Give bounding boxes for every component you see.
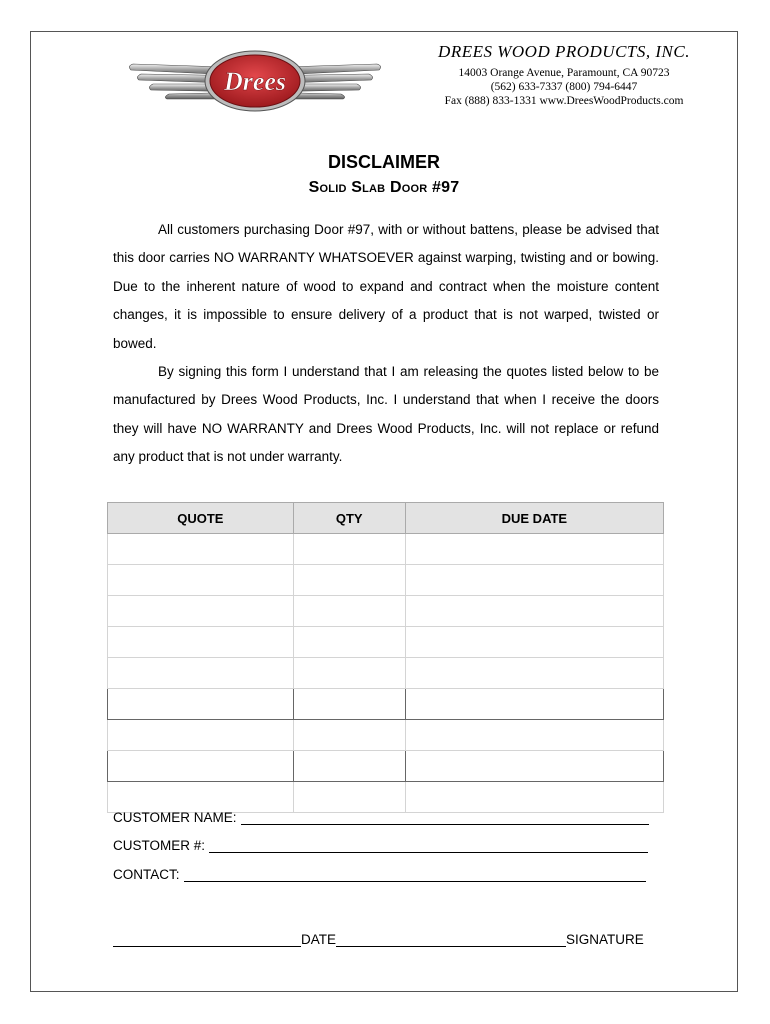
company-name: DREES WOOD PRODUCTS, INC. [438, 42, 690, 61]
document-title: DISCLAIMER [328, 152, 440, 172]
due-date-cell[interactable] [405, 627, 663, 658]
due-date-cell[interactable] [405, 689, 663, 720]
table-row [108, 751, 664, 782]
quote-cell[interactable] [108, 534, 294, 565]
table-row [108, 658, 664, 689]
qty-cell[interactable] [293, 751, 405, 782]
due-date-cell[interactable] [405, 565, 663, 596]
quote-cell[interactable] [108, 720, 294, 751]
qty-cell[interactable] [293, 627, 405, 658]
company-fax-web: Fax (888) 833-1331 www.DreesWoodProducts.com [444, 95, 684, 107]
signature-input-line[interactable] [336, 932, 566, 947]
date-label: DATE [301, 932, 337, 947]
disclaimer-paragraph-2: By signing this form I understand that I am releasing the quotes listed below to be manufactured by Drees Wood Products, Inc. I understand that when I receive the doors they will have NO WARRANTY and Drees Wood Products, Inc. will not replace or refund any product that is not under warranty. [113, 364, 659, 465]
quote-cell[interactable] [108, 751, 294, 782]
contact-label: CONTACT: [113, 867, 180, 882]
qty-cell[interactable] [293, 720, 405, 751]
qty-cell[interactable] [293, 534, 405, 565]
quote-header: QUOTE [108, 503, 294, 534]
date-input-line[interactable] [113, 932, 301, 947]
customer-name-field [113, 810, 649, 825]
qty-cell[interactable] [293, 658, 405, 689]
table-row [108, 689, 664, 720]
customer-number-input-line[interactable] [209, 838, 648, 853]
table-row [108, 596, 664, 627]
customer-name-label: CUSTOMER NAME: [113, 810, 237, 825]
table-row [108, 782, 664, 813]
due-date-cell[interactable] [405, 751, 663, 782]
qty-cell[interactable] [293, 782, 405, 813]
table-row [108, 565, 664, 596]
document-page [30, 31, 738, 992]
quote-cell[interactable] [108, 565, 294, 596]
qty-cell[interactable] [293, 596, 405, 627]
quote-cell[interactable] [108, 627, 294, 658]
company-info [409, 42, 719, 108]
due-date-cell[interactable] [405, 782, 663, 813]
due-date-cell[interactable] [405, 534, 663, 565]
quote-cell[interactable] [108, 596, 294, 627]
customer-name-input-line[interactable] [241, 810, 649, 825]
customer-number-label: CUSTOMER #: [113, 838, 206, 853]
company-address: 14003 Orange Avenue, Paramount, CA 90723 [458, 67, 670, 79]
quote-cell[interactable] [108, 689, 294, 720]
due-date-cell[interactable] [405, 720, 663, 751]
due-date-cell[interactable] [405, 596, 663, 627]
logo-text: Drees [223, 67, 287, 96]
qty-cell[interactable] [293, 689, 405, 720]
contact-field [113, 867, 646, 882]
table-row [108, 720, 664, 751]
quote-cell[interactable] [108, 782, 294, 813]
signature-label: SIGNATURE [566, 932, 644, 947]
drees-logo [123, 46, 387, 116]
table-row [108, 534, 664, 565]
quote-table [107, 502, 664, 813]
qty-header: QTY [293, 503, 405, 534]
document-subtitle: Solid Slab Door #97 [308, 179, 460, 196]
contact-input-line[interactable] [184, 867, 646, 882]
company-phones: (562) 633-7337 (800) 794-6447 [490, 81, 638, 93]
quote-cell[interactable] [108, 658, 294, 689]
customer-number-field [113, 838, 648, 853]
table-row [108, 627, 664, 658]
signature-block [113, 932, 644, 947]
due-date-header: DUE DATE [405, 503, 663, 534]
disclaimer-paragraph-1: All customers purchasing Door #97, with or without battens, please be advised that this door carries NO WARRANTY WHATSOEVER against warping, twisting and or bowing. Due to the inherent nature of wood to expand and contract when the moisture content changes, it is impossible to ensure delivery of a product that is not warped, twisted or bowed. [113, 222, 659, 351]
qty-cell[interactable] [293, 565, 405, 596]
due-date-cell[interactable] [405, 658, 663, 689]
